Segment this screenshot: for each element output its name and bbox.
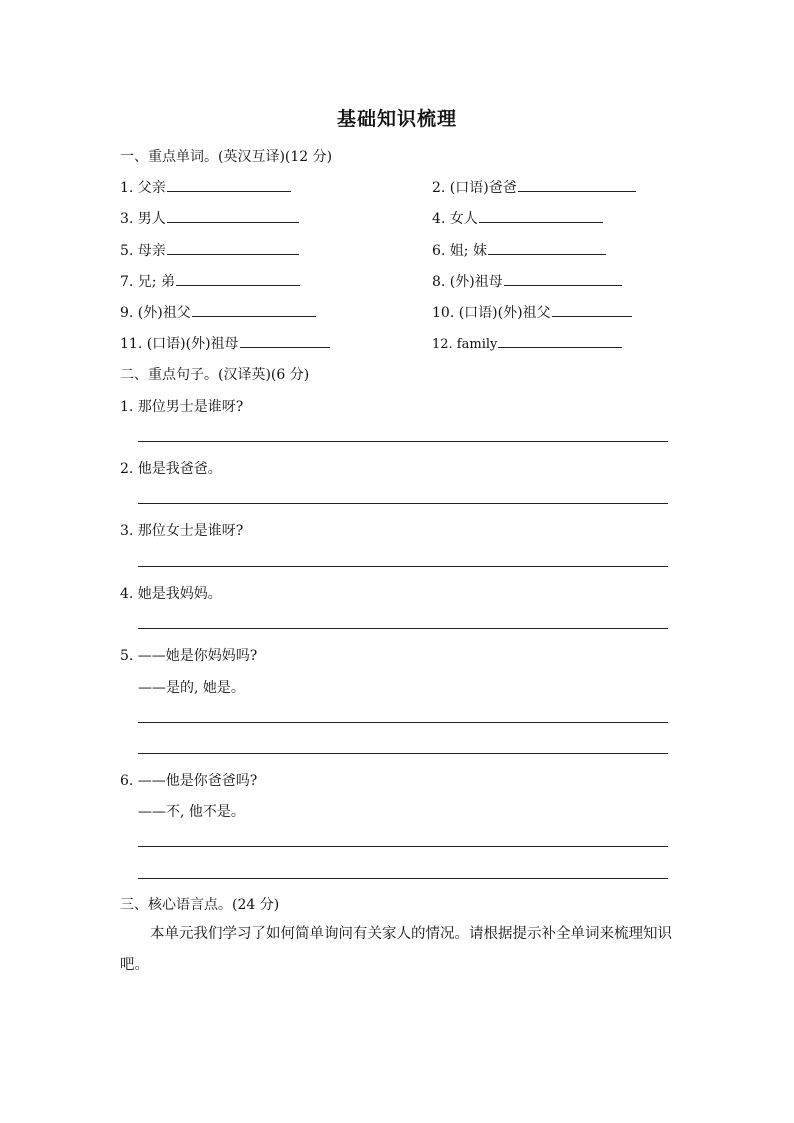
vocab-item	[432, 302, 632, 322]
sentence-prompt: ——不, 他不是。	[138, 804, 245, 820]
answer-line[interactable]	[138, 628, 668, 629]
vocab-item	[432, 333, 622, 352]
answer-line[interactable]	[138, 566, 668, 567]
vocab-item	[432, 177, 636, 197]
vocab-label: 7. 兄; 弟	[120, 274, 175, 290]
vocab-label: 1. 父亲	[120, 180, 166, 196]
vocab-label: 10. (口语)(外)祖父	[432, 305, 551, 321]
vocab-item	[120, 208, 299, 228]
section-heading-vocab: 一、重点单词。(英汉互译)(12 分)	[120, 149, 333, 165]
answer-blank[interactable]	[552, 302, 632, 317]
vocab-label: 12. family	[432, 337, 498, 352]
answer-blank[interactable]	[479, 208, 603, 223]
sentence-prompt: 4. 她是我妈妈。	[120, 586, 222, 602]
answer-blank[interactable]	[167, 240, 299, 255]
sentence-prompt: ——是的, 她是。	[138, 680, 245, 696]
answer-blank[interactable]	[488, 240, 606, 255]
vocab-item	[432, 240, 606, 260]
instruction-paragraph: 本单元我们学习了如何简单询问有关家人的情况。请根据提示补全单词来梳理知识吧。	[120, 926, 672, 973]
vocab-label: 6. 姐; 妹	[432, 243, 487, 259]
vocab-label: 2. (口语)爸爸	[432, 180, 517, 196]
vocab-label: 11. (口语)(外)祖母	[120, 336, 239, 352]
sentence-prompt: 2. 他是我爸爸。	[120, 461, 222, 477]
section-heading-language-points: 三、核心语言点。(24 分)	[120, 897, 280, 913]
answer-line[interactable]	[138, 878, 668, 879]
answer-line[interactable]	[138, 722, 668, 723]
answer-line[interactable]	[138, 503, 668, 504]
answer-line[interactable]	[138, 753, 668, 754]
sentence-prompt: 5. ——她是你妈妈吗?	[120, 648, 258, 664]
sentence-prompt: 1. 那位男士是谁呀?	[120, 399, 244, 415]
vocab-label: 9. (外)祖父	[120, 305, 191, 321]
answer-line[interactable]	[138, 441, 668, 442]
vocab-label: 8. (外)祖母	[432, 274, 503, 290]
vocab-item	[120, 240, 299, 260]
vocab-item	[120, 271, 300, 291]
answer-blank[interactable]	[504, 271, 622, 286]
answer-blank[interactable]	[192, 302, 316, 317]
vocab-item	[432, 208, 603, 228]
answer-blank[interactable]	[498, 333, 622, 348]
sentence-prompt: 3. 那位女士是谁呀?	[120, 523, 244, 539]
page-title: 基础知识梳理	[336, 108, 457, 130]
sentence-prompt: 6. ——他是你爸爸吗?	[120, 773, 258, 789]
answer-line[interactable]	[138, 846, 668, 847]
answer-blank[interactable]	[240, 333, 330, 348]
vocab-label: 3. 男人	[120, 211, 166, 227]
vocab-item	[432, 271, 622, 291]
answer-blank[interactable]	[176, 271, 300, 286]
vocab-label: 4. 女人	[432, 211, 478, 227]
answer-blank[interactable]	[518, 177, 636, 192]
vocab-item	[120, 302, 316, 322]
vocab-label: 5. 母亲	[120, 243, 166, 259]
answer-blank[interactable]	[167, 208, 299, 223]
section-heading-sentences: 二、重点句子。(汉译英)(6 分)	[120, 367, 310, 383]
answer-blank[interactable]	[167, 177, 291, 192]
vocab-item	[120, 333, 330, 353]
vocab-item	[120, 177, 291, 197]
